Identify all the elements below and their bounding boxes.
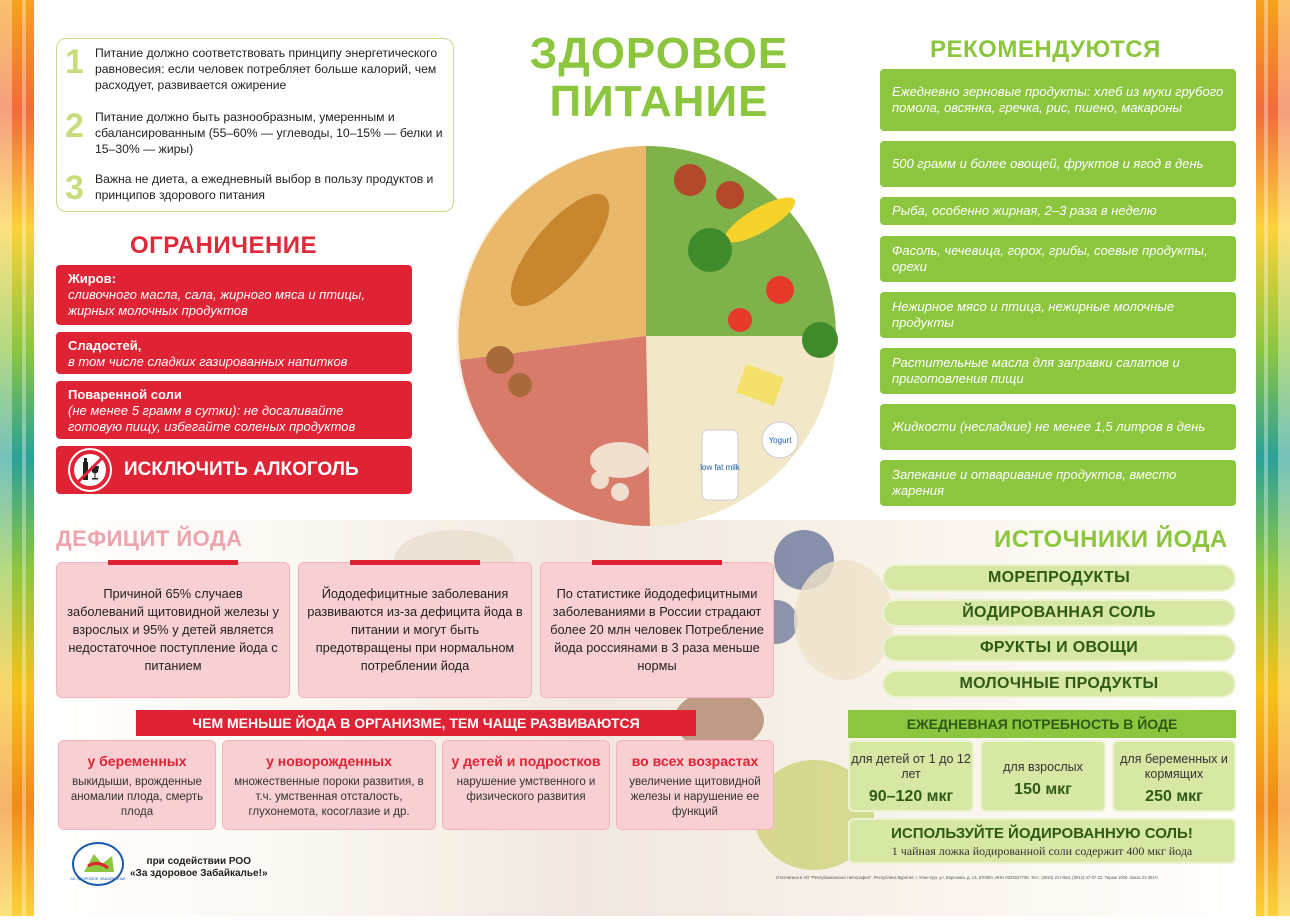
principle-number: 3	[65, 169, 84, 207]
principles-box	[56, 38, 454, 212]
consequence-box	[616, 740, 774, 830]
support-line: при содействии РОО	[146, 856, 251, 867]
iodine-source: ЙОДИРОВАННАЯ СОЛЬ	[882, 599, 1236, 627]
exclude-alcohol-banner	[56, 446, 412, 494]
restriction-text: в том числе сладких газированных напитков	[68, 354, 348, 369]
iodized-salt-text: 1 чайная ложка йодированной соли содержит 400 мкг йода	[891, 844, 1193, 858]
left-stripe-pattern	[0, 0, 34, 916]
recommended-item: Фасоль, чечевица, горох, грибы, соевые продукты, орехи	[880, 236, 1236, 282]
consequence-title: во всех возрастах	[631, 753, 759, 769]
iodine-source: ФРУКТЫ И ОВОЩИ	[882, 634, 1236, 662]
iodized-salt-title: ИСПОЛЬЗУЙТЕ ЙОДИРОВАННУЮ СОЛЬ!	[891, 825, 1193, 842]
yogurt-label: Yogurt	[768, 436, 792, 445]
restriction-title: Жиров:	[68, 271, 116, 286]
consequence-text: выкидыши, врожденные аномалии плода, смерть плода	[70, 776, 204, 818]
logo-text: ЗА ЗДОРОВОЕ ЗАБАЙКАЛЬЕ	[70, 876, 126, 881]
recommended-item: Жидкости (несладкие) не менее 1,5 литров в день	[880, 404, 1236, 450]
exclude-alcohol-text: ИСКЛЮЧИТЬ АЛКОГОЛЬ	[124, 459, 359, 480]
daily-need-value: 150 мкг	[1014, 781, 1072, 798]
daily-need-box	[1112, 740, 1236, 812]
principle-number: 2	[65, 107, 84, 145]
consequence-text: увеличение щитовидной железы и нарушение ее функций	[629, 776, 761, 818]
restriction-title: Сладостей,	[68, 338, 142, 353]
support-credit	[130, 856, 268, 880]
daily-need-label: для беременных и кормящих	[1120, 752, 1228, 781]
principle-text: Важна не диета, а ежедневный выбор в пользу продуктов и принципов здорового питания	[95, 172, 434, 202]
title-line: ПИТАНИЕ	[549, 77, 769, 126]
principle-text: Питание должно быть разнообразным, умеренным и сбалансированным (55–60% — углеводы, 10–15% — белки и 15–30% — жиры)	[95, 110, 443, 156]
food-plate-illustration	[440, 140, 852, 532]
restriction-item	[56, 381, 412, 439]
recommended-item: 500 грамм и более овощей, фруктов и ягод в день	[880, 141, 1236, 187]
organization-logo	[72, 842, 124, 886]
deficit-box-bar	[592, 560, 722, 565]
restriction-item	[56, 265, 412, 325]
left-decorative-stripe	[0, 0, 34, 916]
principle-item	[65, 109, 447, 157]
daily-need-box	[848, 740, 974, 812]
consequence-box	[58, 740, 216, 830]
right-stripe-pattern	[1256, 0, 1290, 916]
deficit-heading: ДЕФИЦИТ ЙОДА	[56, 526, 243, 551]
title-line: ЗДОРОВОЕ	[529, 29, 789, 78]
milk-label: low fat milk	[700, 463, 740, 472]
restriction-item	[56, 332, 412, 374]
iodine-source: МОЛОЧНЫЕ ПРОДУКТЫ	[882, 670, 1236, 698]
imprint-text: Отпечатано в АО "Республиканская типография", Республика Бурятия, г. Улан-Удэ, ул. Борсоева, д. 13, 670000. ИНН 0323027736. Тел.: (3022) 217-654, (3012) 37-07-22. Тираж 1000. Заказ 21-351Ч.	[776, 875, 1159, 880]
deficit-text: Йододефицитные заболевания развиваются из-за дефицита йода в питании и могут быть предотвращены при нормальном потреблении йода	[307, 586, 523, 673]
deficit-box	[298, 562, 532, 698]
consequence-box	[222, 740, 436, 830]
support-line: «За здоровое Забайкалье!»	[130, 868, 268, 879]
daily-need-label: для детей от 1 до 12 лет	[851, 752, 971, 781]
iodized-salt-box	[848, 818, 1236, 864]
right-decorative-stripe	[1256, 0, 1290, 916]
principle-item	[65, 45, 447, 93]
restriction-text: сливочного масла, сала, жирного мяса и птицы, жирных молочных продуктов	[68, 287, 365, 318]
restriction-heading: ОГРАНИЧЕНИЕ	[130, 232, 318, 259]
recommended-item: Нежирное мясо и птица, нежирные молочные продукты	[880, 292, 1236, 338]
deficit-box-bar	[108, 560, 238, 565]
principle-number: 1	[65, 43, 84, 81]
consequences-banner: ЧЕМ МЕНЬШЕ ЙОДА В ОРГАНИЗМЕ, ТЕМ ЧАЩЕ РАЗВИВАЮТСЯ	[136, 710, 696, 736]
deficit-text: По статистике йододефицитными заболеваниями в России страдают более 20 млн человек Потребление йода россиянами в 3 раза меньше нормы	[550, 586, 764, 673]
recommended-heading: РЕКОМЕНДУЮТСЯ	[930, 36, 1161, 63]
restriction-text: (не менее 5 грамм в сутки): не досаливайте готовую пищу, избегайте соленых продуктов	[68, 403, 356, 434]
consequence-title: у беременных	[87, 753, 187, 769]
sources-heading: ИСТОЧНИКИ ЙОДА	[994, 526, 1228, 553]
consequence-text: множественные пороки развития, в т.ч. умственная отсталость, глухонемота, косоглазие и др.	[234, 776, 424, 818]
iodine-source: МОРЕПРОДУКТЫ	[882, 564, 1236, 592]
daily-need-value: 90–120 мкг	[868, 788, 954, 805]
daily-need-box	[980, 740, 1106, 812]
poster	[34, 0, 1256, 916]
recommended-item: Рыба, особенно жирная, 2–3 раза в неделю	[880, 197, 1236, 225]
deficit-box	[56, 562, 290, 698]
daily-need-value: 250 мкг	[1145, 788, 1203, 805]
deficit-box-bar	[350, 560, 480, 565]
recommended-item: Растительные масла для заправки салатов и приготовления пищи	[880, 348, 1236, 394]
oats-decoration	[794, 560, 894, 680]
daily-need-banner: ЕЖЕДНЕВНАЯ ПОТРЕБНОСТЬ В ЙОДЕ	[848, 710, 1236, 738]
no-alcohol-icon	[70, 450, 110, 490]
dairy-segment	[646, 336, 836, 526]
consequence-box	[442, 740, 610, 830]
page-title	[474, 30, 844, 126]
daily-need-label: для взрослых	[1003, 760, 1083, 774]
principle-item	[65, 171, 447, 205]
recommended-item: Ежедневно зерновые продукты: хлеб из муки грубого помола, овсянка, гречка, рис, пшено, макароны	[880, 69, 1236, 131]
consequence-title: у детей и подростков	[451, 753, 601, 769]
restriction-title: Поваренной соли	[68, 387, 182, 402]
principle-text: Питание должно соответствовать принципу энергетического равновесия: если человек потребляет больше калорий, чем расходует, развивается ожирение	[95, 46, 438, 92]
deficit-box	[540, 562, 774, 698]
deficit-text: Причиной 65% случаев заболеваний щитовидной железы у взрослых и 95% у детей является недостаточное поступление йода с питанием	[67, 586, 279, 673]
consequence-text: нарушение умственного и физического развития	[456, 776, 596, 803]
consequence-title: у новорожденных	[266, 753, 392, 769]
recommended-item: Запекание и отваривание продуктов, вместо жарения	[880, 460, 1236, 506]
